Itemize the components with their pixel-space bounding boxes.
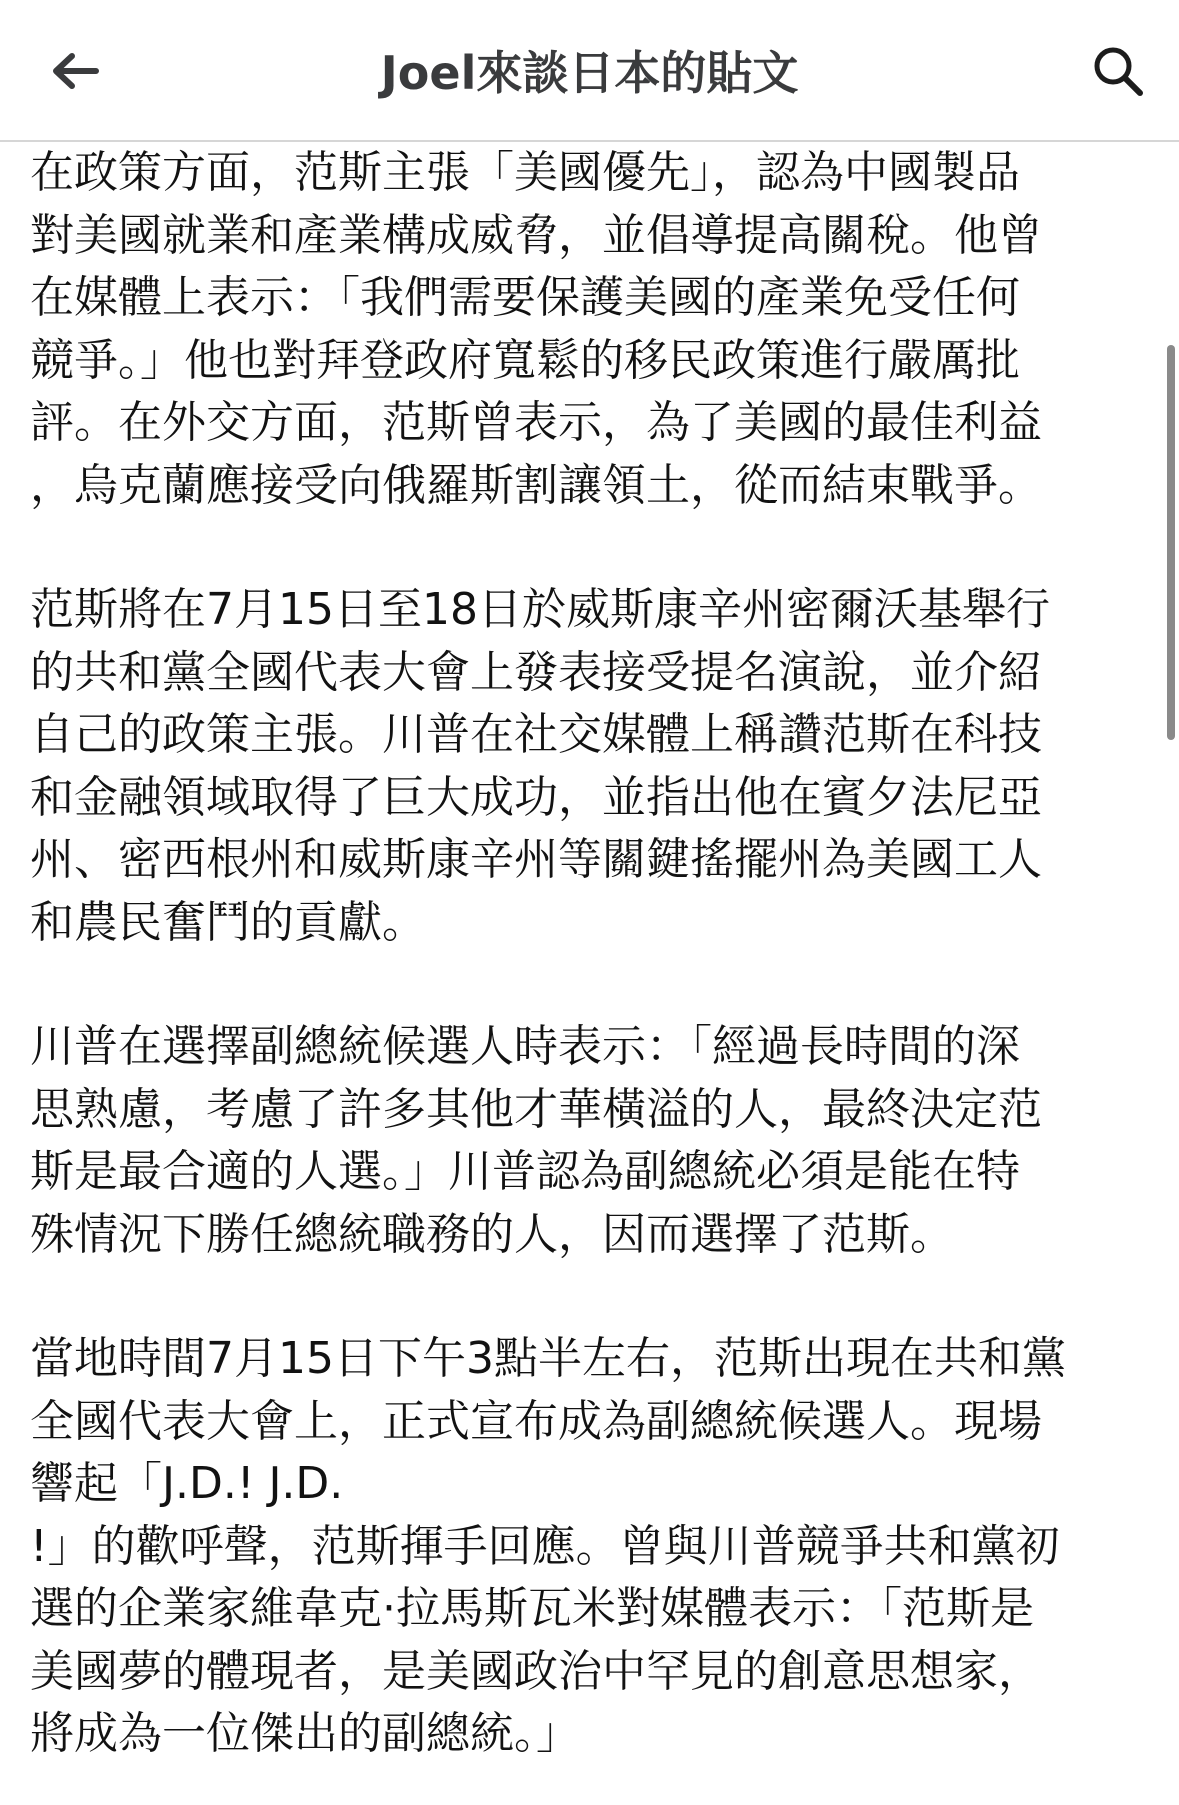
back-button[interactable] <box>40 36 110 106</box>
top-navigation-bar <box>0 0 1179 142</box>
paragraph-spacer <box>30 1266 1152 1328</box>
post-paragraph: 在政策方面，范斯主張「美國優先」，認為中國製品 對美國就業和產業構成威脅，並倡導提高關稅。他曾 在媒體上表示：「我們需要保護美國的產業免受任何 競爭。」他也對拜登政府寬鬆的移民政策進行嚴厲批 評。在外交方面，范斯曾表示，為了美國的最佳利益 ，烏克蘭應接受向俄羅斯割讓領土，從而結束戰爭。 <box>30 147 1042 511</box>
search-button[interactable] <box>1083 36 1153 106</box>
paragraph-spacer <box>30 954 1152 1016</box>
post-paragraph: 川普在選擇副總統候選人時表示：「經過長時間的深 思熟慮，考慮了許多其他才華橫溢的人，最終決定范 斯是最合適的人選。」川普認為副總統必須是能在特 殊情況下勝任總統職務的人，因而選擇了范斯。 <box>30 1021 1042 1260</box>
post-body[interactable] <box>30 142 1152 1805</box>
page-title: Joel來談日本的貼文 <box>380 46 799 100</box>
paragraph-spacer <box>30 517 1152 579</box>
search-icon <box>1091 44 1145 98</box>
scrollbar-thumb[interactable] <box>1167 345 1175 740</box>
post-paragraph: 當地時間7月15日下午3點半左右，范斯出現在共和黨 全國代表大會上，正式宣布成為副總統候選人。現場 響起「J.D.! J.D. !」的歡呼聲，范斯揮手回應。曾與川普競爭共和黨初 選的企業家維韋克·拉馬斯瓦米對媒體表示：「范斯是 美國夢的體現者，是美國政治中罕見的創意思想家， 將成為一位傑出的副總統。」 <box>30 1333 1066 1759</box>
back-arrow-icon <box>50 51 100 91</box>
post-paragraph: 范斯將在7月15日至18日於威斯康辛州密爾沃基舉行 的共和黨全國代表大會上發表接受提名演說，並介紹 自己的政策主張。川普在社交媒體上稱讚范斯在科技 和金融領域取得了巨大成功，並指出他在賓夕法尼亞 州、密西根州和威斯康辛州等關鍵搖擺州為美國工人 和農民奮鬥的貢獻。 <box>30 584 1050 948</box>
